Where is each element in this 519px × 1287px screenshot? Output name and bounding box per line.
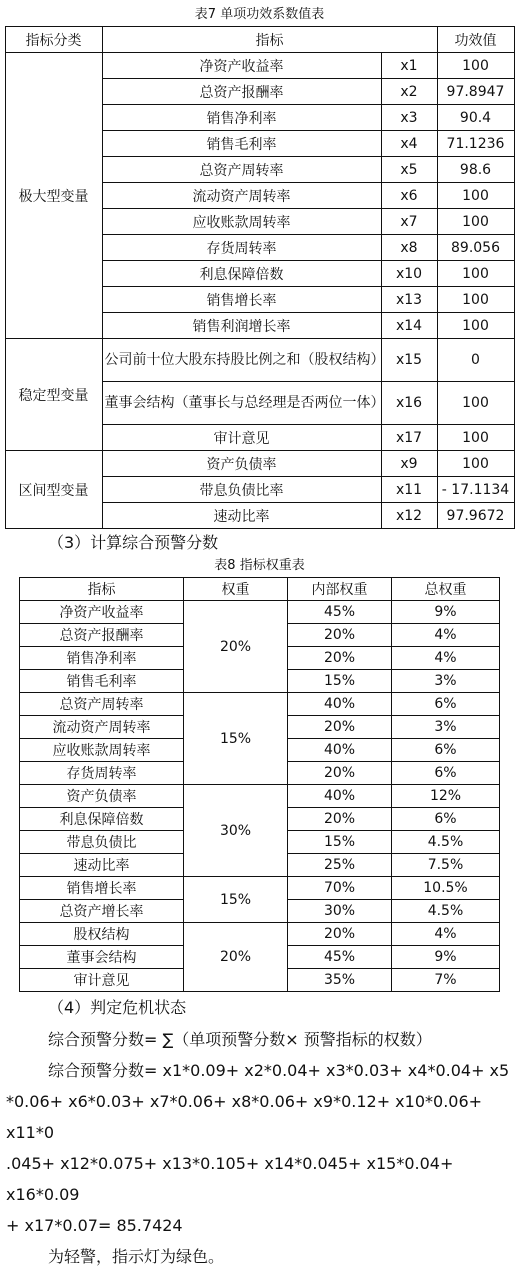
table8-total-weight-cell: 9% [392, 601, 500, 624]
table8-inner-weight-cell: 45% [288, 601, 392, 624]
table8-indicator-cell: 总资产报酬率 [20, 624, 184, 647]
table7-row [5, 451, 514, 477]
conclusion-text: 为轻警，指示灯为绿色。 [48, 1247, 225, 1266]
table7-value-cell: 100 [437, 425, 514, 451]
table8-total-weight-cell: 6% [392, 693, 500, 716]
table7-variable-cell: x3 [381, 105, 437, 131]
table8-total-weight-cell: 12% [392, 785, 500, 808]
table8-indicator-cell: 总资产周转率 [20, 693, 184, 716]
table7-header-category: 指标分类 [5, 27, 102, 53]
table8-inner-weight-cell: 15% [288, 670, 392, 693]
table8-indicator-cell: 销售净利率 [20, 647, 184, 670]
table7-indicator-cell: 应收账款周转率 [102, 209, 381, 235]
table7-variable-cell: x6 [381, 183, 437, 209]
table8-inner-weight-cell: 20% [288, 647, 392, 670]
table7-indicator-cell: 净资产收益率 [102, 53, 381, 79]
table7-header-value: 功效值 [437, 27, 514, 53]
table7-variable-cell: x14 [381, 313, 437, 339]
table8-weight-cell: 20% [184, 923, 288, 992]
table7-indicator-cell: 速动比率 [102, 503, 381, 529]
table8-inner-weight-cell: 35% [288, 969, 392, 992]
table8-indicator-cell: 审计意见 [20, 969, 184, 992]
table7-indicator-cell: 资产负债率 [102, 451, 381, 477]
formula-line-3: .045+ x12*0.075+ x13*0.105+ x14*0.045+ x15*0.04+ x16*0.09 [6, 1154, 454, 1204]
table7-value-cell: 97.9672 [437, 503, 514, 529]
table7-value-cell: 100 [437, 451, 514, 477]
table7-value-cell: - 17.1134 [437, 477, 514, 503]
table7-variable-cell: x9 [381, 451, 437, 477]
table7-variable-cell: x13 [381, 287, 437, 313]
table7-row [5, 339, 514, 382]
table7-indicator-cell: 销售净利率 [102, 105, 381, 131]
table8-inner-weight-cell: 20% [288, 762, 392, 785]
table8-total-weight-cell: 6% [392, 808, 500, 831]
table8-indicator-cell: 应收账款周转率 [20, 739, 184, 762]
table7-indicator-cell: 董事会结构（董事长与总经理是否两位一体） [102, 382, 381, 425]
table8-caption: 表8 指标权重表 [214, 558, 305, 573]
table8-total-weight-cell: 4% [392, 647, 500, 670]
table8 [19, 577, 500, 992]
table7-indicator-cell: 流动资产周转率 [102, 183, 381, 209]
table8-inner-weight-cell: 45% [288, 946, 392, 969]
table8-weight-cell: 15% [184, 877, 288, 923]
table8-total-weight-cell: 3% [392, 670, 500, 693]
table7-value-cell: 100 [437, 53, 514, 79]
table8-inner-weight-cell: 20% [288, 808, 392, 831]
table7-value-cell: 98.6 [437, 157, 514, 183]
table8-weight-cell: 20% [184, 601, 288, 693]
table7-value-cell: 100 [437, 183, 514, 209]
table7-header-indicator: 指标 [102, 27, 437, 53]
table7-value-cell: 100 [437, 382, 514, 425]
table7-variable-cell: x5 [381, 157, 437, 183]
table8-row [20, 877, 500, 900]
table8-inner-weight-cell: 40% [288, 785, 392, 808]
table8-total-weight-cell: 9% [392, 946, 500, 969]
table7-variable-cell: x8 [381, 235, 437, 261]
table8-header-row [20, 578, 500, 601]
table7-indicator-cell: 公司前十位大股东持股比例之和（股权结构） [102, 339, 381, 382]
table7-body [5, 53, 514, 529]
table8-weight-cell: 15% [184, 693, 288, 785]
table7-indicator-cell: 存货周转率 [102, 235, 381, 261]
table8-total-weight-cell: 4% [392, 624, 500, 647]
table8-weight-cell: 30% [184, 785, 288, 877]
table8-indicator-cell: 总资产增长率 [20, 900, 184, 923]
table8-header-total-weight: 总权重 [392, 578, 500, 601]
table8-row [20, 693, 500, 716]
table8-inner-weight-cell: 15% [288, 831, 392, 854]
table8-total-weight-cell: 7.5% [392, 854, 500, 877]
table7-indicator-cell: 销售毛利率 [102, 131, 381, 157]
table8-header-weight: 权重 [184, 578, 288, 601]
table7-caption: 表7 单项功效系数值表 [194, 7, 325, 22]
table8-row [20, 601, 500, 624]
table8-indicator-cell: 存货周转率 [20, 762, 184, 785]
table7-indicator-cell: 带息负债比率 [102, 477, 381, 503]
table7-value-cell: 100 [437, 209, 514, 235]
table8-row [20, 923, 500, 946]
table8-total-weight-cell: 3% [392, 716, 500, 739]
table8-indicator-cell: 资产负债率 [20, 785, 184, 808]
table8-total-weight-cell: 6% [392, 762, 500, 785]
table8-header-inner-weight: 内部权重 [288, 578, 392, 601]
table7-variable-cell: x17 [381, 425, 437, 451]
table7-value-cell: 100 [437, 313, 514, 339]
table7-category-cell: 稳定型变量 [5, 339, 102, 451]
table8-indicator-cell: 流动资产周转率 [20, 716, 184, 739]
table8-total-weight-cell: 4.5% [392, 900, 500, 923]
table8-inner-weight-cell: 25% [288, 854, 392, 877]
formula-line-4: + x17*0.07= 85.7424 [6, 1216, 183, 1235]
table7-value-cell: 97.8947 [437, 79, 514, 105]
table8-indicator-cell: 董事会结构 [20, 946, 184, 969]
table8-row [20, 785, 500, 808]
table7-variable-cell: x11 [381, 477, 437, 503]
table8-inner-weight-cell: 40% [288, 693, 392, 716]
table7-variable-cell: x15 [381, 339, 437, 382]
table7-value-cell: 100 [437, 287, 514, 313]
table7-indicator-cell: 销售利润增长率 [102, 313, 381, 339]
table7-header-row [5, 27, 514, 53]
table7-value-cell: 71.1236 [437, 131, 514, 157]
section3-heading: （3）计算综合预警分数 [48, 533, 219, 552]
table8-inner-weight-cell: 20% [288, 716, 392, 739]
table7-variable-cell: x1 [381, 53, 437, 79]
table8-inner-weight-cell: 20% [288, 923, 392, 946]
table8-indicator-cell: 速动比率 [20, 854, 184, 877]
table7-variable-cell: x16 [381, 382, 437, 425]
formula-line-2: *0.06+ x6*0.03+ x7*0.06+ x8*0.06+ x9*0.12+ x10*0.06+ x11*0 [6, 1092, 483, 1142]
table7-variable-cell: x4 [381, 131, 437, 157]
table7-indicator-cell: 利息保障倍数 [102, 261, 381, 287]
table8-total-weight-cell: 6% [392, 739, 500, 762]
formula-definition: 综合预警分数= ∑（单项预警分数× 预警指标的权数） [48, 1030, 432, 1049]
table8-inner-weight-cell: 20% [288, 624, 392, 647]
section4-heading: （4）判定危机状态 [48, 998, 187, 1017]
table8-inner-weight-cell: 40% [288, 739, 392, 762]
table7-indicator-cell: 总资产报酬率 [102, 79, 381, 105]
table8-indicator-cell: 带息负债比 [20, 831, 184, 854]
table7-variable-cell: x7 [381, 209, 437, 235]
table8-indicator-cell: 净资产收益率 [20, 601, 184, 624]
formula-line-1: 综合预警分数= x1*0.09+ x2*0.04+ x3*0.03+ x4*0.04+ x5 [48, 1061, 510, 1080]
table7 [5, 26, 515, 529]
table8-total-weight-cell: 7% [392, 969, 500, 992]
table8-total-weight-cell: 10.5% [392, 877, 500, 900]
table8-inner-weight-cell: 30% [288, 900, 392, 923]
table7-variable-cell: x12 [381, 503, 437, 529]
table7-variable-cell: x10 [381, 261, 437, 287]
table7-variable-cell: x2 [381, 79, 437, 105]
table8-total-weight-cell: 4% [392, 923, 500, 946]
table8-total-weight-cell: 4.5% [392, 831, 500, 854]
table7-category-cell: 极大型变量 [5, 53, 102, 339]
table7-category-cell: 区间型变量 [5, 451, 102, 529]
table8-indicator-cell: 销售毛利率 [20, 670, 184, 693]
table8-indicator-cell: 股权结构 [20, 923, 184, 946]
table7-value-cell: 90.4 [437, 105, 514, 131]
table7-indicator-cell: 销售增长率 [102, 287, 381, 313]
table8-indicator-cell: 利息保障倍数 [20, 808, 184, 831]
table8-header-indicator: 指标 [20, 578, 184, 601]
table7-value-cell: 89.056 [437, 235, 514, 261]
table7-indicator-cell: 审计意见 [102, 425, 381, 451]
table7-row [5, 53, 514, 79]
table7-value-cell: 100 [437, 261, 514, 287]
table8-inner-weight-cell: 70% [288, 877, 392, 900]
table8-body [20, 601, 500, 992]
table7-indicator-cell: 总资产周转率 [102, 157, 381, 183]
table7-value-cell: 0 [437, 339, 514, 382]
table8-indicator-cell: 销售增长率 [20, 877, 184, 900]
